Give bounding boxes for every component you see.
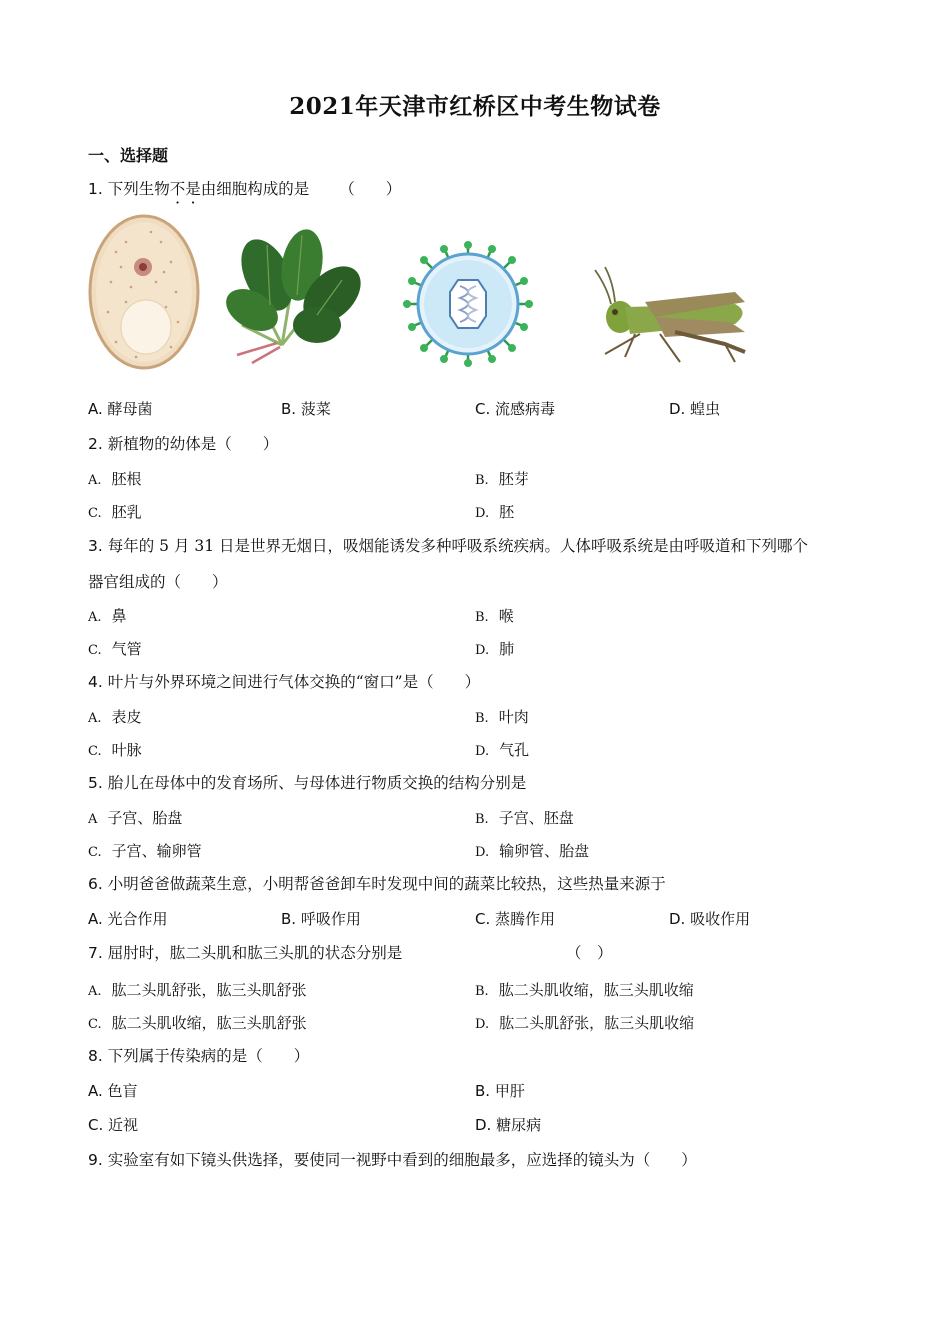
option-5b[interactable]: B. 子宫、胚盘 (475, 809, 574, 827)
question-6: 6. 小明爸爸做蔬菜生意，小明帮爸爸卸车时发现中间的蔬菜比较热，这些热量来源于 (88, 875, 666, 893)
option-1c[interactable]: C. 流感病毒 (475, 400, 556, 418)
answer-paren: （ ） (566, 944, 613, 962)
question-3: 3. 每年的 5 月 31 日是世界无烟日，吸烟能诱发多种呼吸系统疾病。人体呼吸系统是由呼吸道和下列哪个 (88, 537, 809, 555)
question-5: 5. 胎儿在母体中的发育场所、与母体进行物质交换的结构分别是 (88, 774, 527, 792)
spinach-image (222, 225, 372, 365)
emphasis-char: 是 (185, 180, 201, 198)
option-8b[interactable]: B. 甲肝 (475, 1082, 525, 1100)
question-2: 2. 新植物的幼体是（ ） (88, 435, 279, 453)
option-7d[interactable]: D. 肱二头肌舒张，肱三头肌收缩 (475, 1014, 695, 1032)
option-3d[interactable]: D. 肺 (475, 640, 515, 658)
option-1d[interactable]: D. 蝗虫 (669, 400, 721, 418)
option-3b[interactable]: B. 喉 (475, 607, 514, 625)
emphasis-char: 不 (169, 180, 186, 198)
question-4: 4. 叶片与外界环境之间进行气体交换的“窗口”是（ ） (88, 673, 481, 691)
option-6a[interactable]: A. 光合作用 (88, 910, 168, 928)
question-7: 7. 屈肘时，肱二头肌和肱三头肌的状态分别是 (88, 944, 403, 962)
option-4d[interactable]: D. 气孔 (475, 741, 530, 759)
question-1: 1. 下列生物不是由细胞构成的是 （ ） (88, 180, 402, 198)
option-7a[interactable]: A. 肱二头肌舒张，肱三头肌舒张 (88, 981, 307, 999)
option-5d[interactable]: D. 输卵管、胎盘 (475, 842, 590, 860)
option-4c[interactable]: C. 叶脉 (88, 741, 142, 759)
option-2a[interactable]: A. 胚根 (88, 470, 142, 488)
option-4b[interactable]: B. 叶肉 (475, 708, 529, 726)
yeast-cell-image (86, 212, 206, 374)
option-5a[interactable]: A 子宫、胎盘 (88, 809, 183, 827)
grasshopper-image (585, 262, 755, 372)
option-8c[interactable]: C. 近视 (88, 1116, 139, 1134)
option-6c[interactable]: C. 蒸腾作用 (475, 910, 556, 928)
option-1a[interactable]: A. 酵母菌 (88, 400, 153, 418)
option-6d[interactable]: D. 吸收作用 (669, 910, 751, 928)
option-1b[interactable]: B. 菠菜 (281, 400, 331, 418)
option-2b[interactable]: B. 胚芽 (475, 470, 529, 488)
option-4a[interactable]: A. 表皮 (88, 708, 142, 726)
option-3a[interactable]: A. 鼻 (88, 607, 127, 625)
option-2c[interactable]: C. 胚乳 (88, 503, 142, 521)
option-8d[interactable]: D. 糖尿病 (475, 1116, 542, 1134)
option-2d[interactable]: D. 胚 (475, 503, 515, 521)
question-8: 8. 下列属于传染病的是（ ） (88, 1047, 310, 1065)
option-7b[interactable]: B. 肱二头肌收缩，肱三头肌收缩 (475, 981, 694, 999)
option-5c[interactable]: C. 子宫、输卵管 (88, 842, 202, 860)
question-9: 9. 实验室有如下镜头供选择，要使同一视野中看到的细胞最多，应选择的镜头为（ ） (88, 1151, 697, 1169)
option-6b[interactable]: B. 呼吸作用 (281, 910, 361, 928)
option-3c[interactable]: C. 气管 (88, 640, 142, 658)
option-7c[interactable]: C. 肱二头肌收缩，肱三头肌舒张 (88, 1014, 307, 1032)
influenza-virus-image (398, 240, 538, 368)
section-heading: 一、选择题 (88, 146, 169, 165)
page-title: 2021年天津市红桥区中考生物试卷 (289, 93, 661, 120)
question-3-continued: 器官组成的（ ） (88, 573, 228, 591)
option-8a[interactable]: A. 色盲 (88, 1082, 138, 1100)
